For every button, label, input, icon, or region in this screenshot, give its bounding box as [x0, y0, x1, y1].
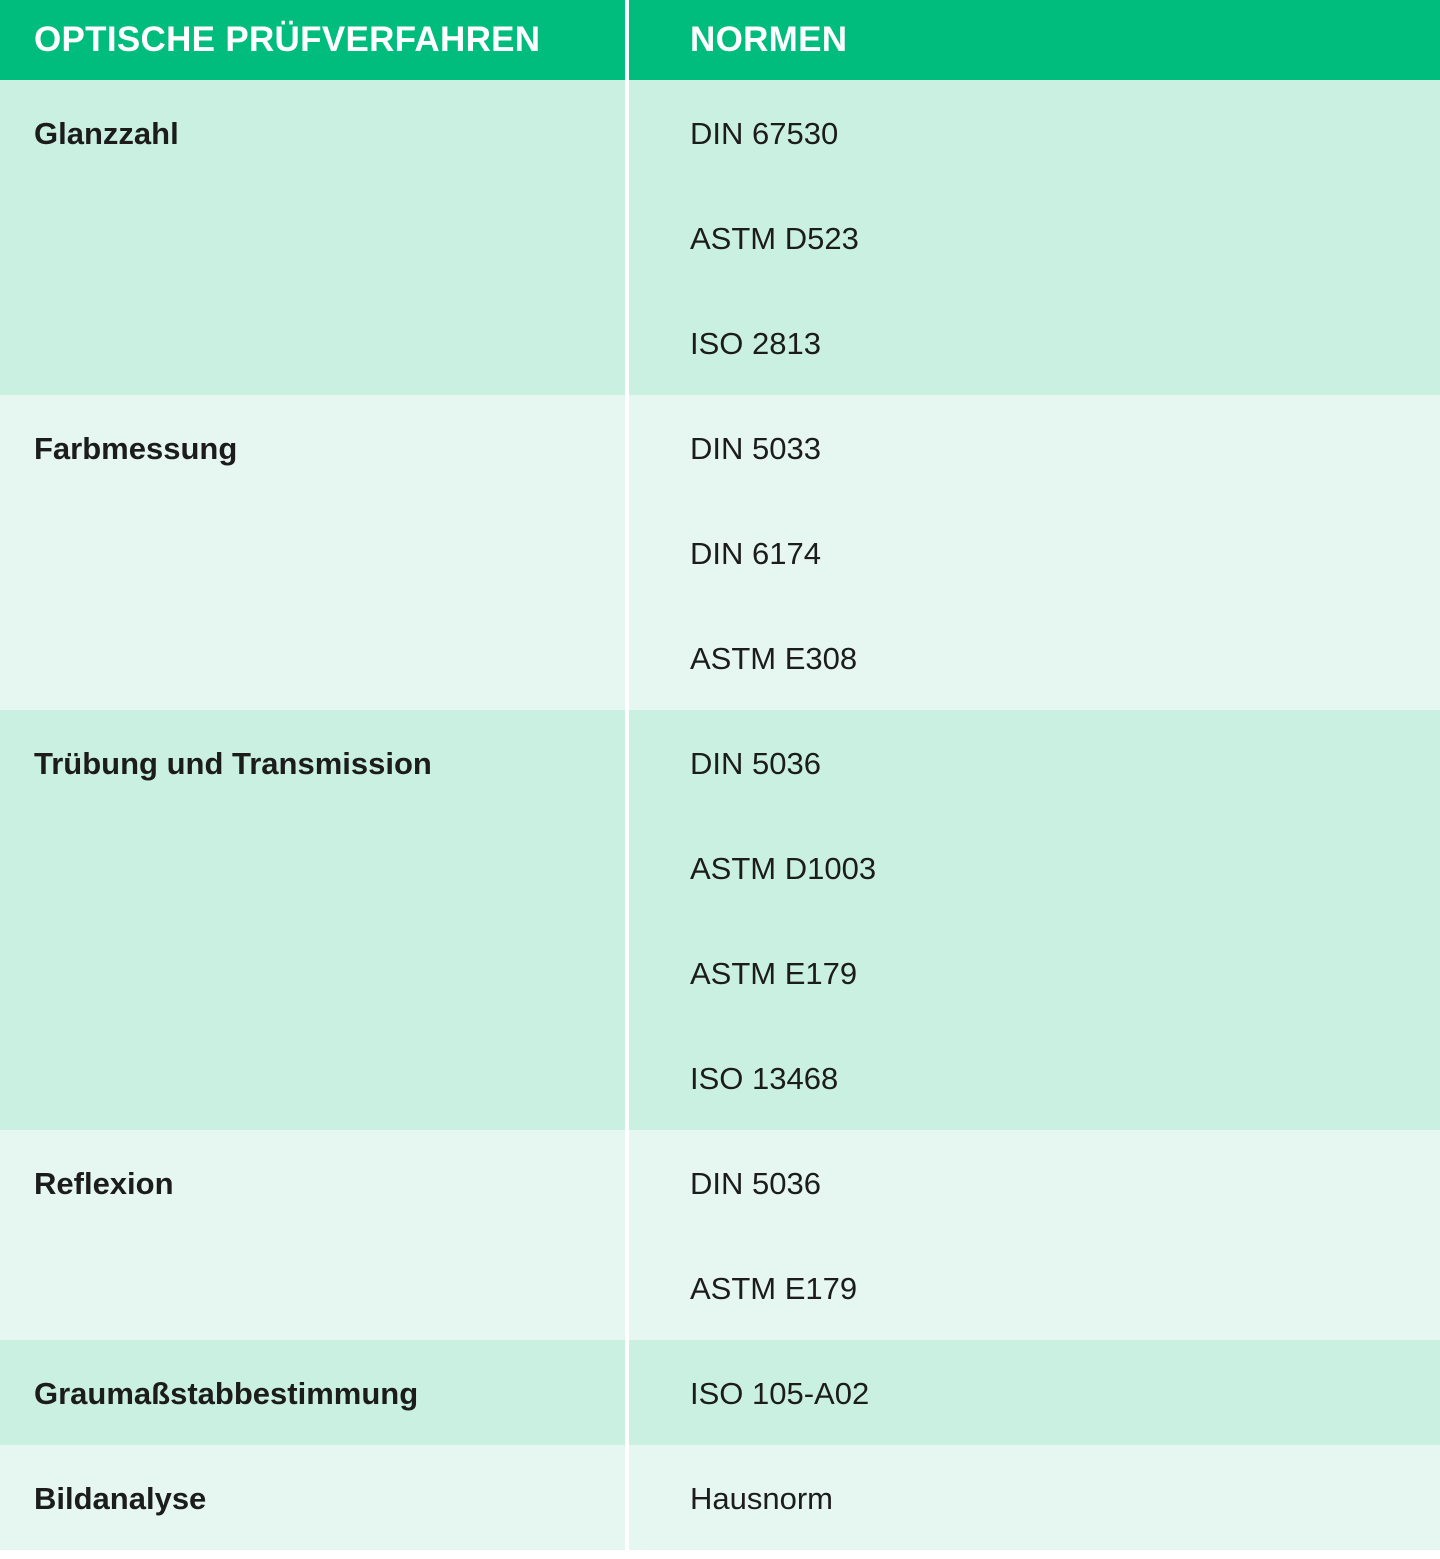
norm-item: ISO 105-A02 — [690, 1376, 870, 1411]
method-cell — [0, 1445, 625, 1550]
method-cell — [0, 1340, 625, 1445]
method-name: Bildanalyse — [34, 1481, 207, 1516]
norm-item: ASTM E179 — [690, 1271, 858, 1306]
norm-item: Hausnorm — [690, 1481, 833, 1516]
norms-cell — [629, 1130, 1440, 1340]
norm-item: ISO 13468 — [690, 1061, 839, 1096]
table-row — [0, 710, 1440, 1130]
method-name: Reflexion — [34, 1166, 174, 1201]
norm-item: ASTM D1003 — [690, 851, 877, 886]
norm-item: DIN 67530 — [690, 116, 839, 151]
method-cell — [0, 710, 625, 1130]
method-cell — [0, 1130, 625, 1340]
method-name: Farbmessung — [34, 431, 238, 466]
norm-item: ASTM E179 — [690, 956, 858, 991]
norm-item: ASTM D523 — [690, 221, 859, 256]
table-header — [0, 0, 1440, 80]
table-row — [0, 1130, 1440, 1340]
norm-item: DIN 5036 — [690, 746, 821, 781]
header-norms: NORMEN — [690, 20, 848, 59]
norms-cell — [629, 710, 1440, 1130]
norms-cell — [629, 1445, 1440, 1550]
table-row — [0, 80, 1440, 395]
table-row — [0, 1340, 1440, 1445]
header-method: OPTISCHE PRÜFVERFAHREN — [34, 20, 541, 59]
table-body — [0, 80, 1440, 1550]
norm-item: DIN 5036 — [690, 1166, 821, 1201]
norms-cell — [629, 1340, 1440, 1445]
norm-item: ASTM E308 — [690, 641, 858, 676]
method-name: Trübung und Transmission — [34, 746, 432, 781]
norms-cell — [629, 80, 1440, 395]
table-row — [0, 1445, 1440, 1550]
method-cell — [0, 80, 625, 395]
method-name: Glanzzahl — [34, 116, 179, 151]
table-row — [0, 395, 1440, 710]
norm-item: ISO 2813 — [690, 326, 821, 361]
method-name: Graumaßstabbestimmung — [34, 1376, 419, 1411]
norm-item: DIN 5033 — [690, 431, 821, 466]
method-cell — [0, 395, 625, 710]
norm-item: DIN 6174 — [690, 536, 821, 571]
norms-cell — [629, 395, 1440, 710]
